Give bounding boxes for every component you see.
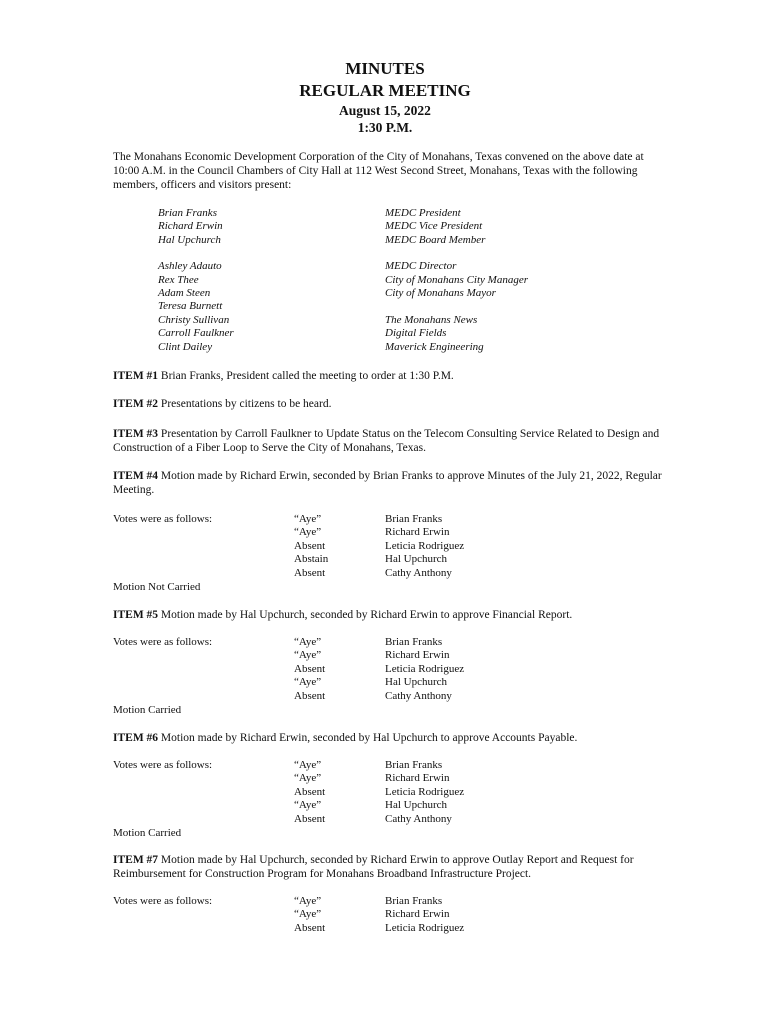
item-text: Motion made by Hal Upchurch, seconded by Richard Erwin to approve Outlay Report and Request for Reimbursement for Construction Program for Monahans Broadband Infrastructure Project. [113,854,634,880]
visitor-role: Maverick Engineering [385,340,484,353]
vote-value: “Aye” [294,526,322,539]
vote-row [113,540,513,553]
visitor-name: Teresa Burnett [158,300,223,313]
vote-value: “Aye” [294,513,322,525]
agenda-item-3 [113,427,663,455]
vote-value: “Aye” [294,772,322,785]
vote-row [113,663,513,676]
voter-name: Hal Upchurch [385,676,448,689]
agenda-item-4 [113,469,663,497]
voter-name: Brian Franks [385,513,443,525]
member-name: Brian Franks [158,207,217,219]
vote-label: Votes were as follows: [113,513,213,525]
voter-name: Richard Erwin [385,908,450,921]
vote-row [113,922,513,935]
visitor-name: Christy Sullivan [158,313,230,326]
vote-row [113,813,513,826]
vote-row [113,690,513,703]
vote-value: Absent [294,921,326,934]
vote-row [113,526,513,539]
agenda-item-2 [113,397,663,411]
vote-table-item-6 [113,759,513,826]
vote-value: “Aye” [294,636,322,648]
visitor-row [158,341,578,354]
motion-result-item-6: Motion Carried [113,827,182,839]
agenda-item-6 [113,731,663,745]
vote-row [113,772,513,785]
title-block [0,58,770,136]
vote-value: Absent [294,812,326,825]
visitor-name: Clint Dailey [158,340,213,353]
item-label: ITEM #2 [113,398,159,410]
voter-name: Cathy Anthony [385,689,452,702]
member-name: Hal Upchurch [158,233,221,246]
visitor-role: City of Monahans City Manager [385,273,528,286]
agenda-item-1 [113,369,663,383]
visitor-row [158,274,578,287]
voter-name: Richard Erwin [385,772,450,785]
vote-table-item-5 [113,636,513,703]
meeting-date: August 15, 2022 [339,103,431,118]
voter-name: Brian Franks [385,759,443,771]
visitor-row [158,314,578,327]
item-label: ITEM #3 [113,428,159,440]
voter-name: Leticia Rodriguez [385,785,465,798]
item-text: Presentations by citizens to be heard. [158,398,332,410]
vote-row [113,553,513,566]
vote-label: Votes were as follows: [113,895,213,907]
voter-name: Cathy Anthony [385,566,452,579]
member-role: MEDC President [385,207,461,219]
item-text: Motion made by Richard Erwin, seconded by Brian Franks to approve Minutes of the July 21, 2022, Regular Meeting. [113,470,662,496]
item-label: ITEM #1 [113,370,159,382]
vote-value: Absent [294,662,326,675]
visitor-name: Adam Steen [158,287,211,300]
vote-row [113,676,513,689]
motion-result-item-5: Motion Carried [113,704,182,716]
vote-value: Abstain [294,553,329,566]
vote-table-item-4 [113,513,513,580]
item-text: Presentation by Carroll Faulkner to Update Status on the Telecom Consulting Service Related to Design and Construction of a Fiber Loop to Serve the City of Monahans, Texas. [113,428,660,454]
item-text: Motion made by Hal Upchurch, seconded by Richard Erwin to approve Financial Report. [158,609,573,621]
vote-row [113,636,513,649]
vote-value: “Aye” [294,676,322,689]
vote-value: Absent [294,566,326,579]
voter-name: Richard Erwin [385,526,450,539]
voter-name: Brian Franks [385,636,443,648]
item-label: ITEM #4 [113,470,159,482]
item-label: ITEM #5 [113,609,159,621]
visitor-role: MEDC Director [385,260,457,273]
vote-row [113,895,513,908]
voter-name: Brian Franks [385,895,443,907]
vote-row [113,513,513,526]
vote-row [113,649,513,662]
voter-name: Leticia Rodriguez [385,539,465,552]
visitor-role: City of Monahans Mayor [385,287,496,300]
vote-value: “Aye” [294,759,322,771]
item-label: ITEM #7 [113,854,159,866]
item-text: Brian Franks, President called the meeting to order at 1:30 P.M. [158,370,454,382]
member-role: MEDC Vice President [385,220,483,233]
vote-label: Votes were as follows: [113,636,213,648]
visitor-role [385,300,578,313]
attendees-list [158,207,578,354]
visitor-name: Carroll Faulkner [158,327,234,340]
visitor-name: Ashley Adauto [158,260,222,273]
voter-name: Leticia Rodriguez [385,921,465,934]
vote-row [113,799,513,812]
voter-name: Hal Upchurch [385,553,448,566]
vote-value: “Aye” [294,895,322,907]
vote-table-item-7 [113,895,513,935]
vote-row [113,908,513,921]
motion-result-item-4: Motion Not Carried [113,581,201,593]
member-row [158,207,578,220]
visitor-name: Rex Thee [158,273,199,286]
voter-name: Hal Upchurch [385,799,448,812]
member-role: MEDC Board Member [385,233,486,246]
vote-value: “Aye” [294,908,322,921]
document-subtitle: REGULAR MEETING [299,81,471,100]
agenda-item-5 [113,608,663,622]
vote-row [113,786,513,799]
member-row [158,234,578,247]
vote-value: “Aye” [294,799,322,812]
visitor-row [158,260,578,273]
meeting-time: 1:30 P.M. [357,120,413,135]
vote-value: Absent [294,689,326,702]
vote-value: “Aye” [294,649,322,662]
visitor-row [158,300,578,313]
vote-label: Votes were as follows: [113,759,213,771]
document-title: MINUTES [345,59,425,78]
agenda-item-7 [113,853,663,881]
item-text: Motion made by Richard Erwin, seconded by Hal Upchurch to approve Accounts Payable. [158,732,578,744]
visitor-role: Digital Fields [385,327,447,340]
member-name: Richard Erwin [158,220,223,233]
vote-value: Absent [294,785,326,798]
vote-row [113,567,513,580]
intro-paragraph: The Monahans Economic Development Corporation of the City of Monahans, Texas convened on the above date at 10:00 A.M. in the Council Chambers of City Hall at 112 West Second Street, Monahans, Texas with the following members, officers and visitors present: [113,151,644,191]
item-label: ITEM #6 [113,732,159,744]
visitor-row [158,327,578,340]
member-row [158,220,578,233]
spacer [158,247,578,260]
visitor-role: The Monahans News [385,313,478,326]
voter-name: Richard Erwin [385,649,450,662]
vote-row [113,759,513,772]
vote-value: Absent [294,539,326,552]
voter-name: Leticia Rodriguez [385,662,465,675]
visitor-row [158,287,578,300]
voter-name: Cathy Anthony [385,812,452,825]
